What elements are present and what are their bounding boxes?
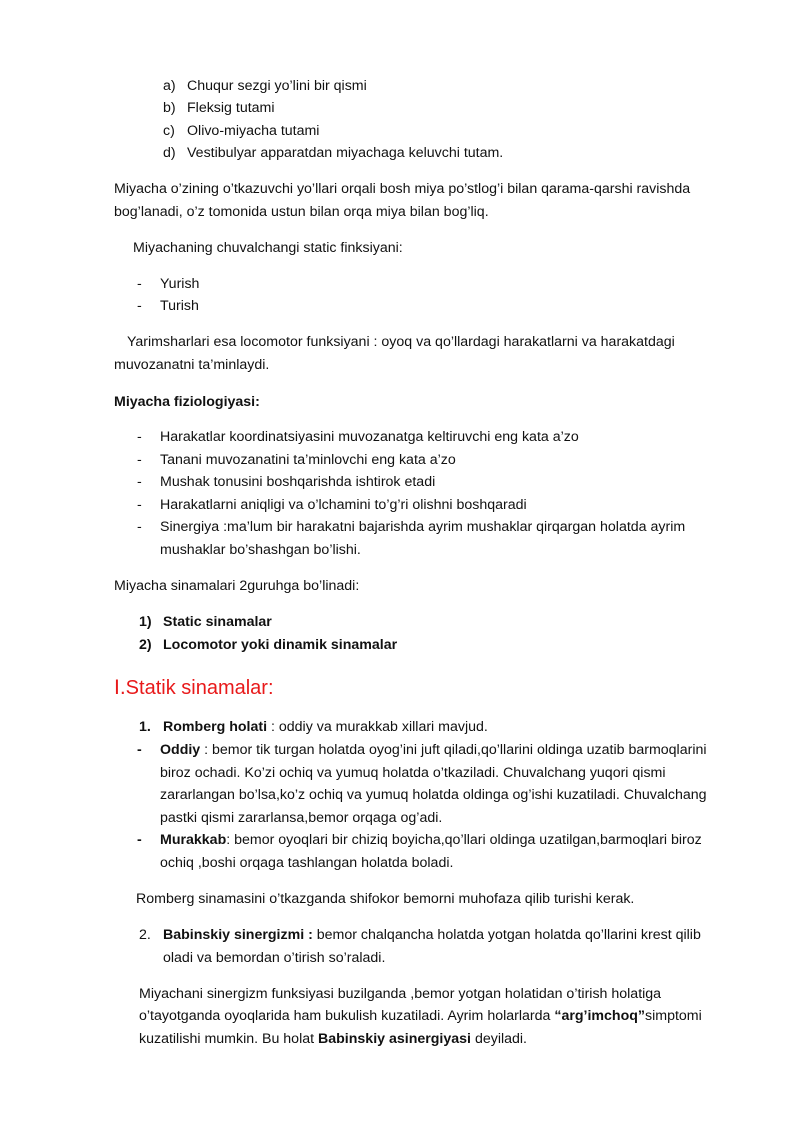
term-bold: “arg’imchoq” <box>554 1008 646 1024</box>
section-subheading: Miyacha fiziologiyasi: <box>114 394 260 410</box>
term-bold: Oddiy <box>160 742 201 758</box>
term-description: : oddiy va murakkab xillari mavjud. <box>267 719 488 735</box>
list-item: Olivo-miyacha tutami <box>187 123 320 139</box>
list-item-continuation: pastki qismi zararlansa,bemor orqaga og’adi. <box>160 810 443 826</box>
list-item: Locomotor yoki dinamik sinamalar <box>163 637 398 653</box>
paragraph: Miyacha sinamalari 2guruhga bo’linadi: <box>114 578 360 594</box>
list-marker: a) <box>163 78 176 94</box>
list-marker: - <box>137 298 142 314</box>
paragraph-line: kuzatilishi mumkin. Bu holat Babinskiy asinergiyasi deyiladi. <box>139 1031 527 1047</box>
paragraph-line: muvozanatni ta’minlaydi. <box>114 357 270 373</box>
term-description: bemor chalqancha holatda yotgan holatda qo’llarini krest qilib <box>312 927 701 943</box>
list-marker: - <box>137 497 142 513</box>
list-item <box>163 927 701 943</box>
paragraph-line: Yarimsharlari esa locomotor funksiyani : oyoq va qo’llardagi harakatlarni va harakatdagi <box>127 334 675 350</box>
paragraph-line: bog’lanadi, o’z tomonida ustun bilan orqa miya bilan bog’liq. <box>114 204 489 220</box>
list-marker: - <box>137 832 142 848</box>
list-item <box>163 719 488 735</box>
list-marker: c) <box>163 123 175 139</box>
list-marker: - <box>137 519 142 535</box>
list-item: Chuqur sezgi yo’lini bir qismi <box>187 78 367 94</box>
list-marker: - <box>137 452 142 468</box>
list-item: Yurish <box>160 276 200 292</box>
list-item: Turish <box>160 298 199 314</box>
term-bold: Romberg holati <box>163 719 268 735</box>
list-item <box>160 832 702 848</box>
list-item: Harakatlarni aniqligi va o’lchamini to’g’ri olishni boshqaradi <box>160 497 527 513</box>
term-description: : bemor oyoqlari bir chiziq boyicha,qo’llari oldinga uzatilgan,barmoqlari biroz <box>226 832 702 848</box>
list-marker: - <box>137 742 142 758</box>
list-item: Mushak tonusini boshqarishda ishtirok etadi <box>160 474 436 490</box>
list-marker: 1. <box>139 719 151 735</box>
list-item: Sinergiya :ma’lum bir harakatni bajarishda ayrim mushaklar qirqargan holatda ayrim <box>160 519 686 535</box>
list-marker: 1) <box>139 614 152 630</box>
list-item-continuation: ochiq ,boshi orqaga tashlangan holatda boladi. <box>160 855 454 871</box>
section-title: Statik sinamalar: <box>125 677 274 699</box>
list-item: Harakatlar koordinatsiyasini muvozanatga keltiruvchi eng kata a’zo <box>160 429 579 445</box>
list-marker: - <box>137 474 142 490</box>
list-marker: - <box>137 276 142 292</box>
list-item: Vestibulyar apparatdan miyachaga keluvchi tutam. <box>187 145 504 161</box>
list-item-continuation: oladi va bemordan o’tirish so’raladi. <box>163 950 386 966</box>
term-bold: Murakkab <box>160 832 227 848</box>
list-marker: - <box>137 429 142 445</box>
list-item <box>160 742 707 758</box>
section-heading <box>114 676 274 700</box>
paragraph-line: Miyacha o’zining o’tkazuvchi yo’llari orqali bosh miya po’stlog’i bilan qarama-qarshi ravishda <box>114 181 691 197</box>
term-description: : bemor tik turgan holatda oyog’ini juft qiladi,qo’llarini oldinga uzatib barmoqlarini <box>200 742 707 758</box>
list-item: Tanani muvozanatini ta’minlovchi eng kata a’zo <box>160 452 456 468</box>
paragraph-line: o’tayotganda oyoqlarida ham bukulish kuzatiladi. Ayrim holarlarda “arg’imchoq”simptomi <box>139 1008 702 1024</box>
list-item-continuation: zararlangan bo’lsa,ko’z ochiq va yumuq holatda oldinga og’ishi kuzatiladi. Chuvalchang <box>160 787 707 803</box>
paragraph-line: Miyachani sinergizm funksiyasi buzilganda ,bemor yotgan holatidan o’tirish holatiga <box>139 986 662 1002</box>
list-item-continuation: biroz ochadi. Ko’zi ochiq va yumuq holatda o’tkaziladi. Chuvalchang yuqori qismi <box>160 765 666 781</box>
list-item: Fleksig tutami <box>187 100 275 116</box>
list-marker: 2. <box>139 927 151 943</box>
list-marker: 2) <box>139 637 152 653</box>
paragraph: Miyachaning chuvalchangi static finksiyani: <box>133 240 403 256</box>
list-item: Static sinamalar <box>163 614 272 630</box>
list-marker: b) <box>163 100 176 116</box>
term-bold: Babinskiy sinergizmi : <box>163 927 313 943</box>
paragraph: Romberg sinamasini o’tkazganda shifokor bemorni muhofaza qilib turishi kerak. <box>136 891 635 907</box>
section-number: I. <box>114 676 126 699</box>
list-item-continuation: mushaklar bo’shashgan bo’lishi. <box>160 542 361 558</box>
term-bold: Babinskiy asinergiyasi <box>318 1031 471 1047</box>
list-marker: d) <box>163 145 176 161</box>
